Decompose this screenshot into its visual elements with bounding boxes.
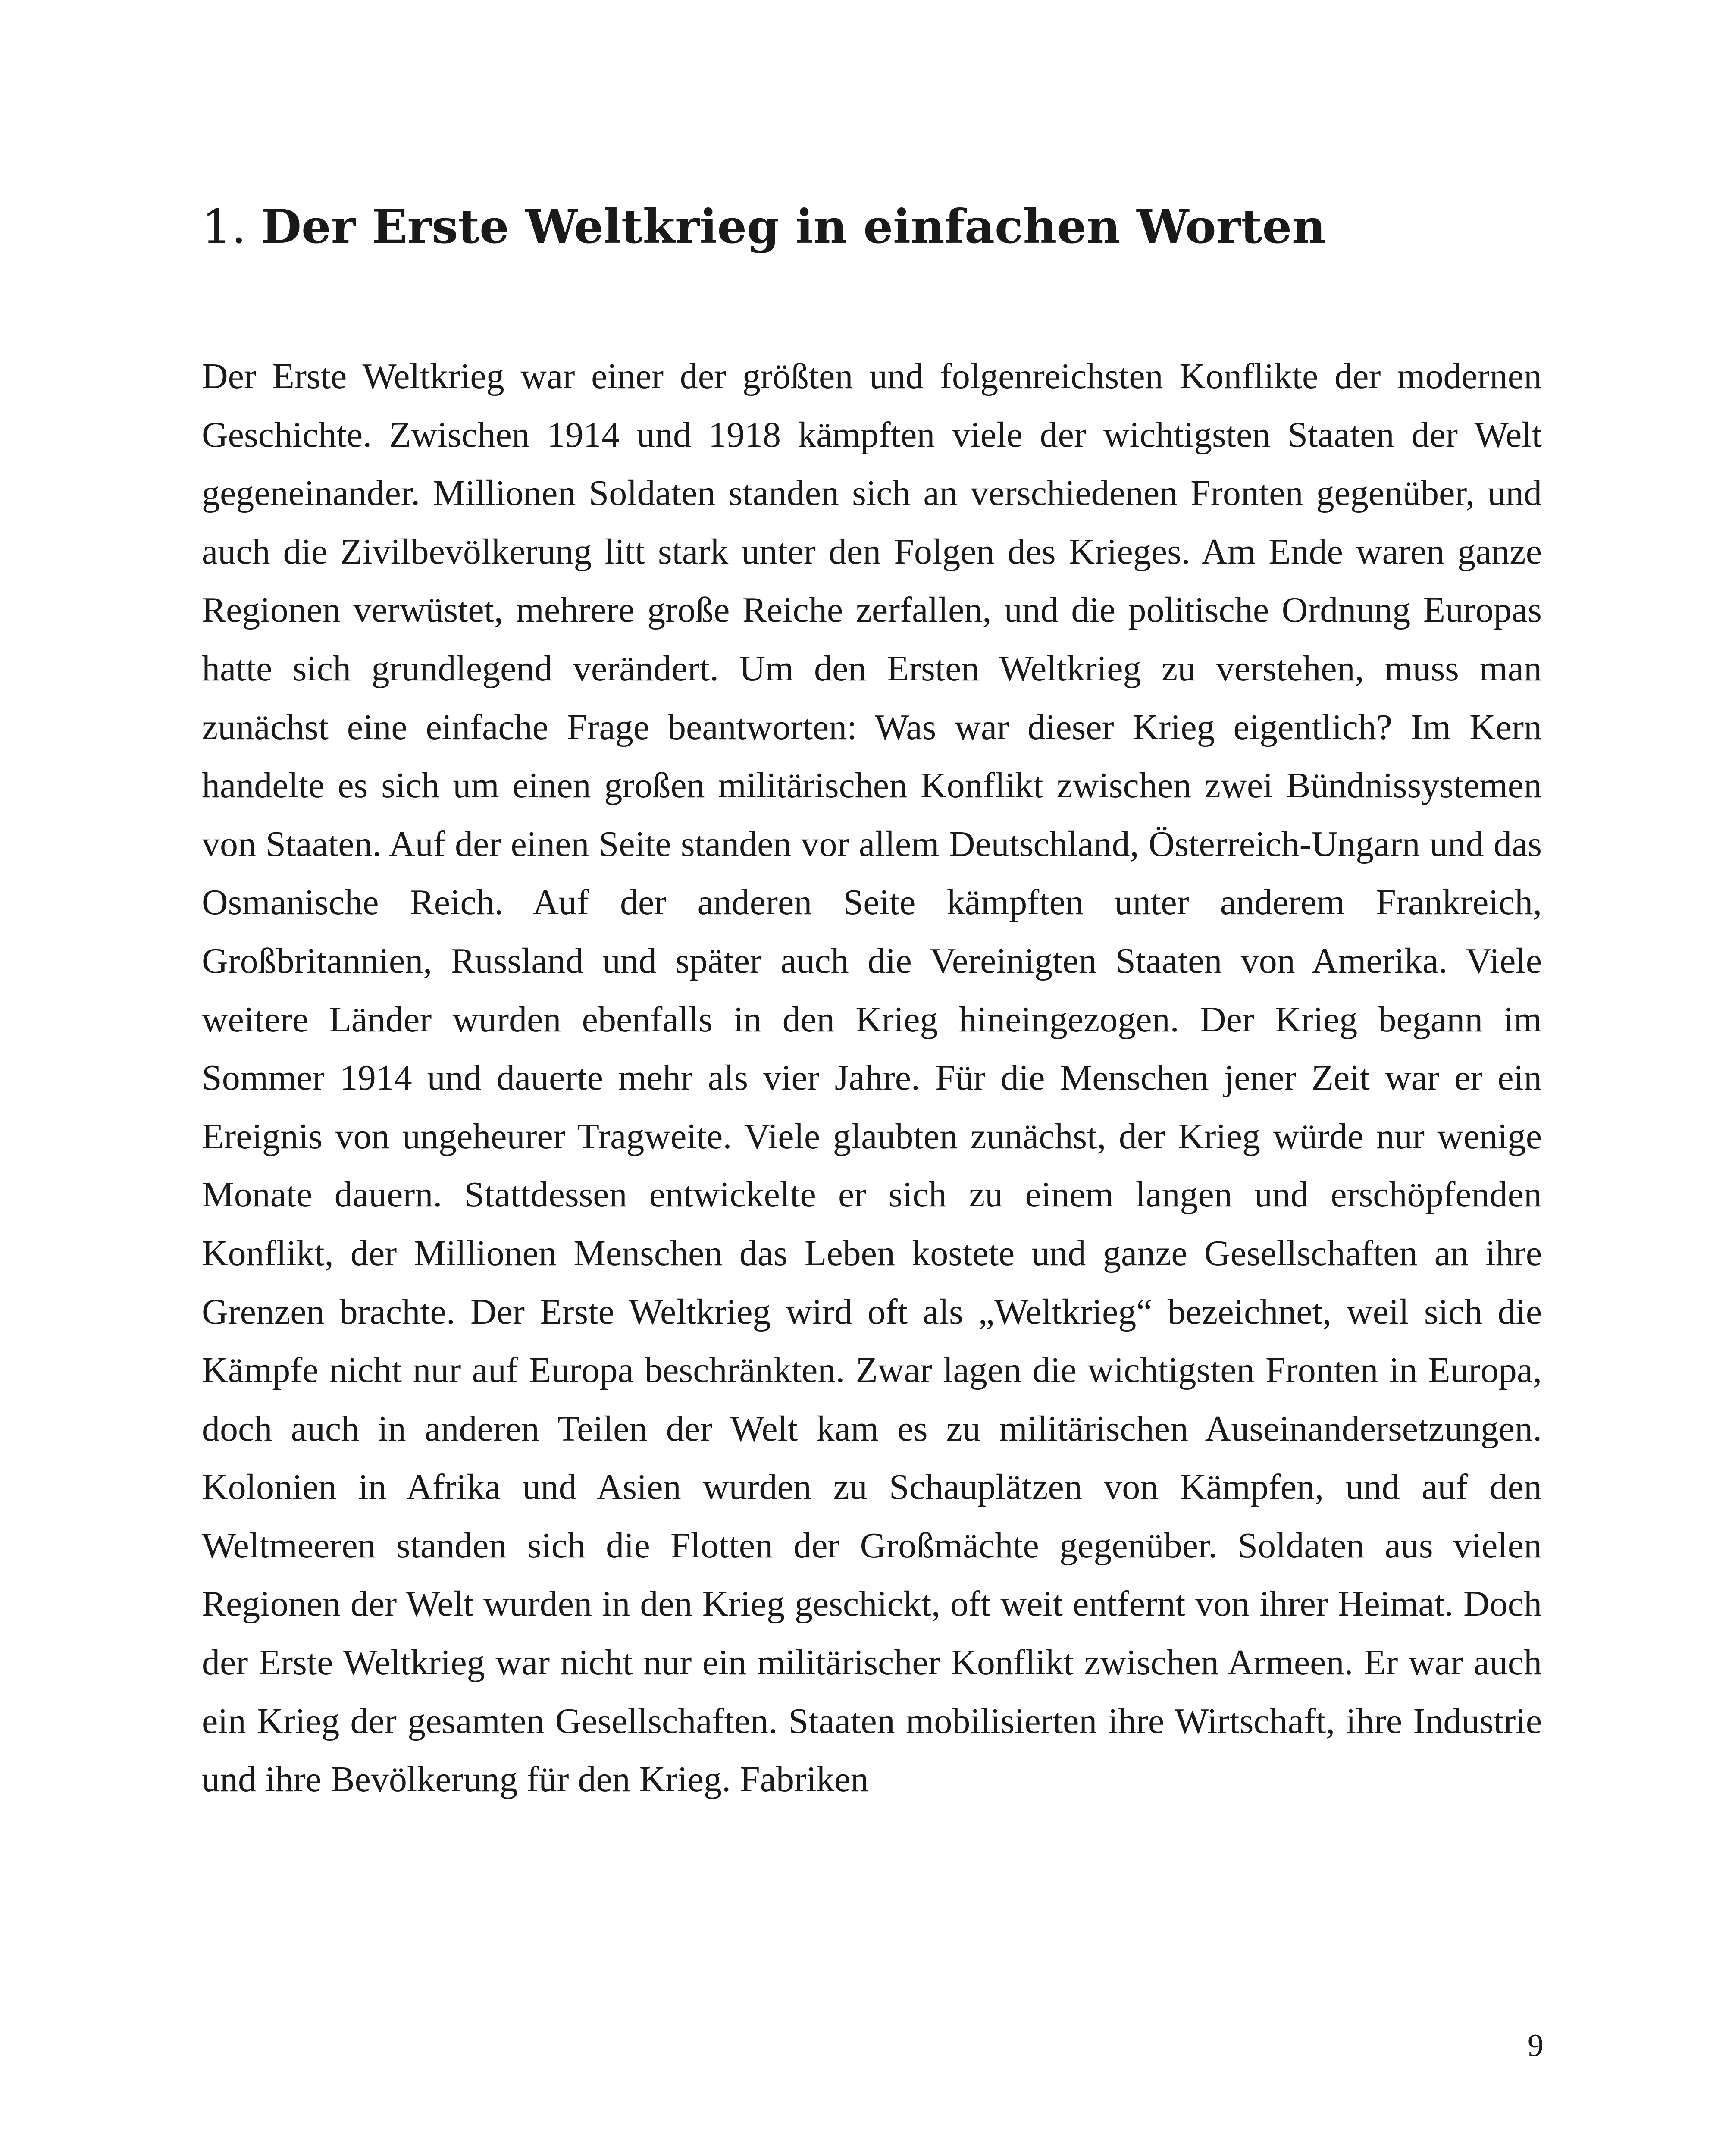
chapter-heading [202, 199, 1547, 255]
body-paragraph: Der Erste Weltkrieg war einer der größten und folgenreichsten Konflikte der modernen Geschichte. Zwischen 1914 und 1918 kämpften viele der wichtigsten Staaten der Welt gegeneinander. Millionen Soldaten standen sich an verschiedenen Fronten gegenüber, und auch die Zivilbevölkerung litt stark unter den Folgen des Krieges. Am Ende waren ganze Regionen verwüstet, mehrere große Reiche zerfallen, und die politische Ordnung Europas hatte sich grundlegend verändert. Um den Ersten Weltkrieg zu verstehen, muss man zunächst eine einfache Frage beantworten: Was war dieser Krieg eigentlich? Im Kern handelte es sich um einen großen militärischen Konflikt zwischen zwei Bündnissystemen von Staaten. Auf der einen Seite standen vor allem Deutschland, Österreich-Ungarn und das Osmanische Reich. Auf der anderen Seite kämpften unter anderem Frankreich, Großbritannien, Russland und später auch die Vereinigten Staaten von Amerika. Viele weitere Länder wurden ebenfalls in den Krieg hineingezogen. Der Krieg begann im Sommer 1914 und dauerte mehr als vier Jahre. Für die Menschen jener Zeit war er ein Ereignis von ungeheurer Tragweite. Viele glaubten zunächst, der Krieg würde nur wenige Monate dauern. Stattdessen entwickelte er sich zu einem langen und erschöpfenden Konflikt, der Millionen Menschen das Leben kostete und ganze Gesellschaften an ihre Grenzen brachte. Der Erste Weltkrieg wird oft als „Weltkrieg“ bezeichnet, weil sich die Kämpfe nicht nur auf Europa beschränkten. Zwar lagen die wichtigsten Fronten in Europa, doch auch in anderen Teilen der Welt kam es zu militärischen Auseinandersetzungen. Kolonien in Afrika und Asien wurden zu Schauplätzen von Kämpfen, und auf den Weltmeeren standen sich die Flotten der Großmächte gegenüber. Soldaten aus vielen Regionen der Welt wurden in den Krieg geschickt, oft weit entfernt von ihrer Heimat. Doch der Erste Weltkrieg war nicht nur ein militärischer Konflikt zwischen Armeen. Er war auch ein Krieg der gesamten Gesellschaften. Staaten mobilisierten ihre Wirtschaft, ihre Industrie und ihre Bevölkerung für den Krieg. Fabriken [202, 356, 1542, 1800]
page-number: 9 [1528, 2028, 1544, 2063]
chapter-title: Der Erste Weltkrieg in einfachen Worten [261, 200, 1326, 254]
chapter-number: 1. [202, 200, 247, 254]
